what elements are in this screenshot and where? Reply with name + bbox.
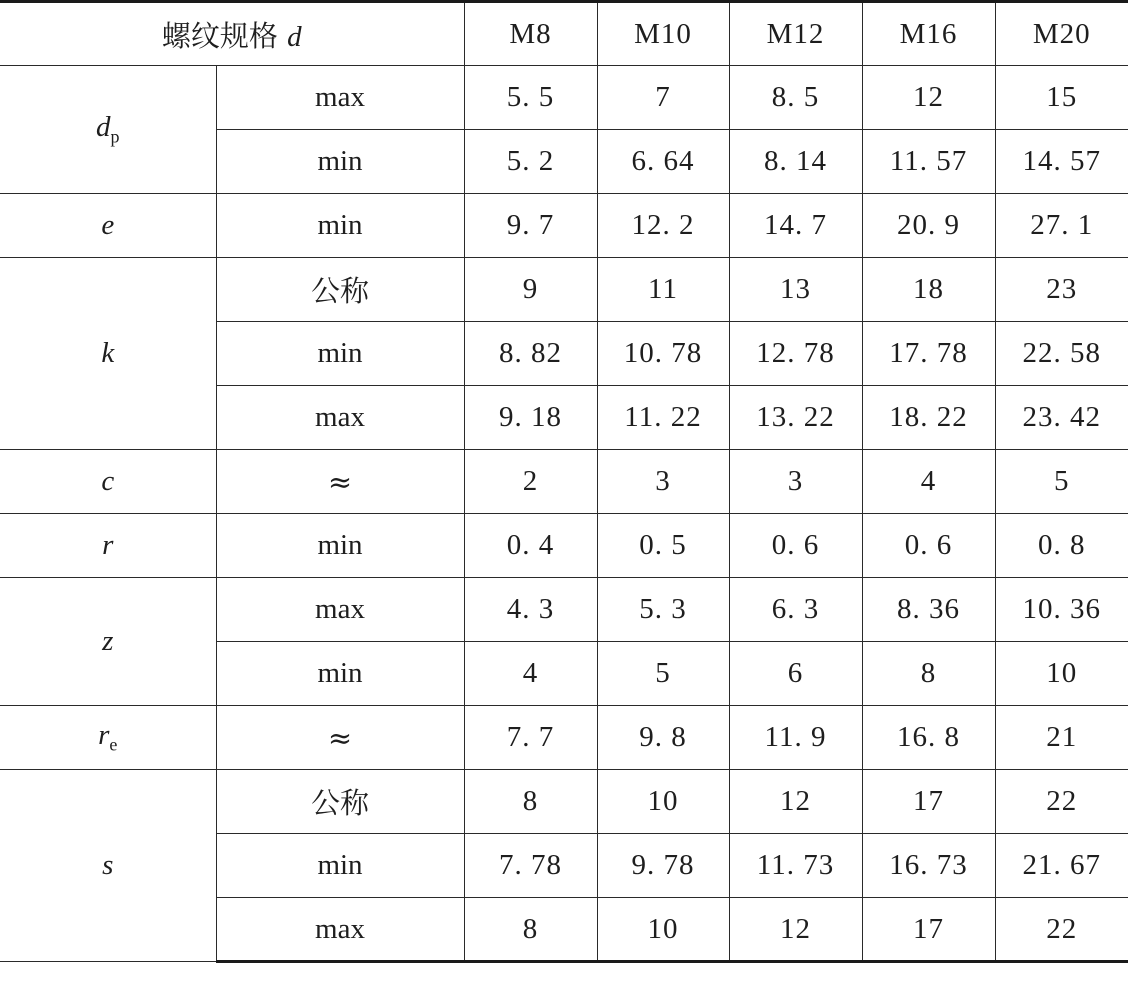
table-cell: 5 bbox=[995, 450, 1128, 514]
table-cell: 17 bbox=[862, 898, 995, 962]
symbol-subscript: e bbox=[109, 734, 118, 755]
table-cell: 6. 64 bbox=[597, 130, 729, 194]
table-cell: 8. 36 bbox=[862, 578, 995, 642]
header-title-var: d bbox=[287, 20, 302, 53]
table-cell: 5. 2 bbox=[464, 130, 597, 194]
table-cell: 0. 4 bbox=[464, 514, 597, 578]
table-cell: 4. 3 bbox=[464, 578, 597, 642]
table-cell: 16. 73 bbox=[862, 834, 995, 898]
table-cell: 12 bbox=[729, 898, 862, 962]
table-cell: 27. 1 bbox=[995, 194, 1128, 258]
column-header-m20: M20 bbox=[995, 2, 1128, 66]
row-qualifier: min bbox=[216, 514, 464, 578]
table-cell: 22 bbox=[995, 898, 1128, 962]
table-cell: 21 bbox=[995, 706, 1128, 770]
table-cell: 11. 9 bbox=[729, 706, 862, 770]
table-cell: 6 bbox=[729, 642, 862, 706]
table-cell: 10 bbox=[597, 770, 729, 834]
table-cell: 9. 7 bbox=[464, 194, 597, 258]
column-header-m8: M8 bbox=[464, 2, 597, 66]
table-cell: 12 bbox=[729, 770, 862, 834]
table-cell: 15 bbox=[995, 66, 1128, 130]
table-row-r bbox=[0, 514, 1128, 578]
column-header-m16: M16 bbox=[862, 2, 995, 66]
row-qualifier: max bbox=[216, 578, 464, 642]
table-cell: 11. 57 bbox=[862, 130, 995, 194]
table-row-c bbox=[0, 450, 1128, 514]
row-qualifier: 公称 bbox=[216, 770, 464, 834]
table-cell: 4 bbox=[862, 450, 995, 514]
table-row-re bbox=[0, 706, 1128, 770]
header-title-prefix: 螺纹规格 bbox=[161, 18, 278, 53]
symbol-subscript: p bbox=[110, 126, 120, 147]
row-symbol-dp bbox=[0, 66, 216, 194]
table-cell: 16. 8 bbox=[862, 706, 995, 770]
table-cell: 8. 14 bbox=[729, 130, 862, 194]
table-cell: 20. 9 bbox=[862, 194, 995, 258]
table-cell: 3 bbox=[597, 450, 729, 514]
table-cell: 8 bbox=[862, 642, 995, 706]
table-cell: 12. 2 bbox=[597, 194, 729, 258]
table-cell: 8. 5 bbox=[729, 66, 862, 130]
row-qualifier: ≈ bbox=[216, 450, 464, 514]
table-cell: 0. 6 bbox=[729, 514, 862, 578]
symbol-text: r bbox=[98, 719, 110, 752]
table-cell: 3 bbox=[729, 450, 862, 514]
table-cell: 9. 78 bbox=[597, 834, 729, 898]
table-cell: 22 bbox=[995, 770, 1128, 834]
table-cell: 8 bbox=[464, 898, 597, 962]
column-header-m10: M10 bbox=[597, 2, 729, 66]
table-cell: 7. 78 bbox=[464, 834, 597, 898]
row-qualifier: min bbox=[216, 322, 464, 386]
table-cell: 10 bbox=[995, 642, 1128, 706]
row-qualifier: min bbox=[216, 194, 464, 258]
table-cell: 8 bbox=[464, 770, 597, 834]
table-cell: 14. 57 bbox=[995, 130, 1128, 194]
table-cell: 0. 8 bbox=[995, 514, 1128, 578]
table-cell: 0. 5 bbox=[597, 514, 729, 578]
row-symbol-z: z bbox=[0, 578, 216, 706]
row-qualifier: min bbox=[216, 642, 464, 706]
table-row-k-nominal bbox=[0, 258, 1128, 322]
table-cell: 9. 18 bbox=[464, 386, 597, 450]
table-cell: 13. 22 bbox=[729, 386, 862, 450]
table-cell: 7. 7 bbox=[464, 706, 597, 770]
table-cell: 12 bbox=[862, 66, 995, 130]
row-qualifier: min bbox=[216, 130, 464, 194]
row-symbol-k: k bbox=[0, 258, 216, 450]
table-cell: 18. 22 bbox=[862, 386, 995, 450]
row-qualifier: max bbox=[216, 386, 464, 450]
row-qualifier: min bbox=[216, 834, 464, 898]
table-row-z-max bbox=[0, 578, 1128, 642]
table-cell: 14. 7 bbox=[729, 194, 862, 258]
row-qualifier: max bbox=[216, 898, 464, 962]
table-cell: 10. 78 bbox=[597, 322, 729, 386]
table-cell: 0. 6 bbox=[862, 514, 995, 578]
row-qualifier: max bbox=[216, 66, 464, 130]
table-cell: 23. 42 bbox=[995, 386, 1128, 450]
symbol-text: d bbox=[96, 111, 111, 144]
table-cell: 22. 58 bbox=[995, 322, 1128, 386]
table-cell: 17 bbox=[862, 770, 995, 834]
row-symbol-r: r bbox=[0, 514, 216, 578]
table-cell: 11. 73 bbox=[729, 834, 862, 898]
table-cell: 18 bbox=[862, 258, 995, 322]
header-row bbox=[0, 2, 1128, 66]
row-symbol-e: e bbox=[0, 194, 216, 258]
table-row-dp-max bbox=[0, 66, 1128, 130]
row-symbol-c: c bbox=[0, 450, 216, 514]
table-cell: 11 bbox=[597, 258, 729, 322]
column-header-m12: M12 bbox=[729, 2, 862, 66]
table-cell: 21. 67 bbox=[995, 834, 1128, 898]
header-title bbox=[0, 2, 464, 66]
table-row-s-nominal bbox=[0, 770, 1128, 834]
table-cell: 10 bbox=[597, 898, 729, 962]
row-symbol-s: s bbox=[0, 770, 216, 962]
table-cell: 8. 82 bbox=[464, 322, 597, 386]
row-qualifier: 公称 bbox=[216, 258, 464, 322]
table-cell: 6. 3 bbox=[729, 578, 862, 642]
table-row-e bbox=[0, 194, 1128, 258]
table-cell: 23 bbox=[995, 258, 1128, 322]
table-cell: 9. 8 bbox=[597, 706, 729, 770]
table-cell: 5. 3 bbox=[597, 578, 729, 642]
table-cell: 4 bbox=[464, 642, 597, 706]
table-cell: 5 bbox=[597, 642, 729, 706]
table-cell: 7 bbox=[597, 66, 729, 130]
table-cell: 12. 78 bbox=[729, 322, 862, 386]
table-cell: 11. 22 bbox=[597, 386, 729, 450]
row-symbol-re bbox=[0, 706, 216, 770]
table-cell: 2 bbox=[464, 450, 597, 514]
table-cell: 10. 36 bbox=[995, 578, 1128, 642]
row-qualifier: ≈ bbox=[216, 706, 464, 770]
table-cell: 5. 5 bbox=[464, 66, 597, 130]
table-cell: 17. 78 bbox=[862, 322, 995, 386]
table-cell: 9 bbox=[464, 258, 597, 322]
table-cell: 13 bbox=[729, 258, 862, 322]
